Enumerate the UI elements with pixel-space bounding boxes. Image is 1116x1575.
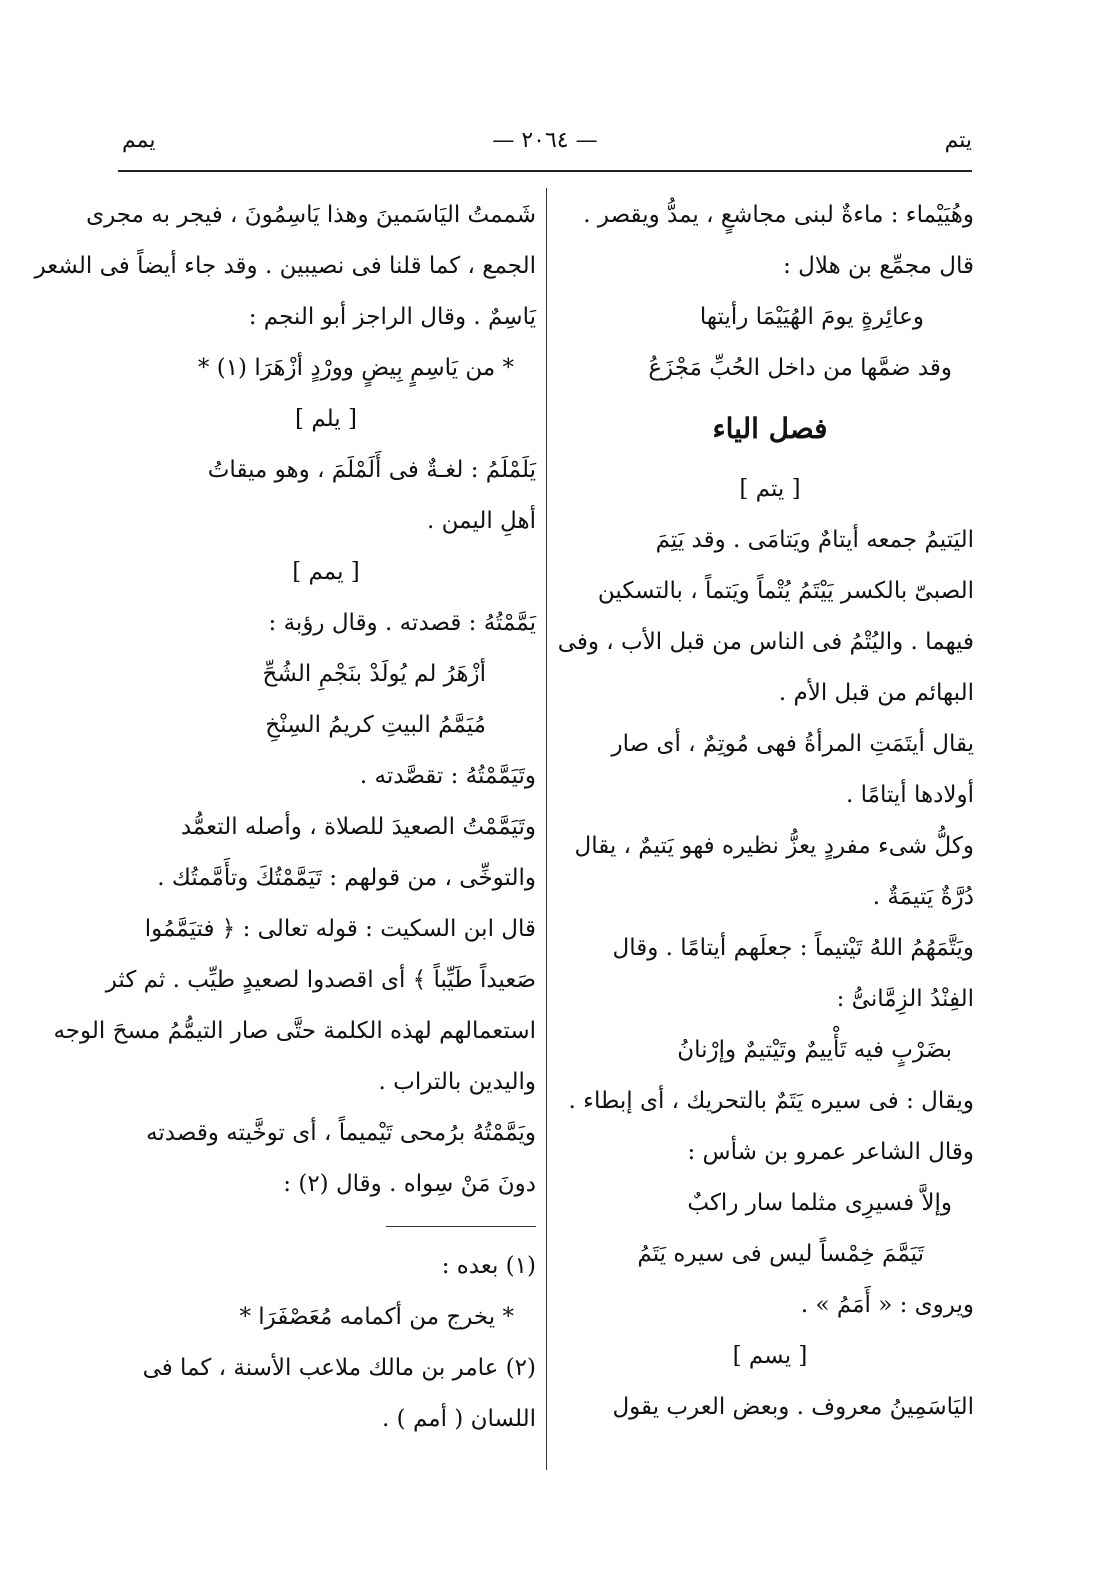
text-line: يقال أيتَمَتِ المرأةُ فهى مُوتِمٌ ، أى صار	[611, 731, 974, 757]
text-line: يَلَمْلَمُ : لغـةٌ فى أَلَمْلَمَ ، وهو ميقاتُ	[207, 457, 536, 483]
verse-line: وإلاَّ فسيرِى مثلما سار راكبٌ	[687, 1190, 952, 1216]
text-line: ويقال : فى سيره يَتَمٌ بالتحريك ، أى إبطاء .	[568, 1088, 974, 1114]
entry-heading-ymm: [ يمم ]	[292, 559, 360, 585]
verse-line: تَيَمَّمَ خِمْساً ليس فى سيره يَتَمُ	[637, 1241, 924, 1267]
header-root-word-left: يمم	[122, 128, 156, 153]
text-line: وهُيَيْماء : ماءةٌ لبنى مجاشعٍ ، يمدُّ ويقصر .	[583, 202, 974, 228]
verse-line: * من يَاسِمٍ بِيضٍ وورْدٍ أزْهَرَا (١) *	[197, 355, 514, 381]
text-line: أهلِ اليمن .	[426, 508, 536, 534]
footnotes	[116, 1241, 536, 1445]
verse-line: وقد ضمَّها من داخل الحُبِّ مَجْزَعُ	[648, 355, 952, 381]
text-line: قال مجمِّع بن هلال :	[783, 253, 974, 279]
verse-line: أزْهَرُ لم يُولَدْ بنَجْمِ الشُحِّ	[262, 661, 486, 687]
text-line: ويَتَّمَهُمُ اللهُ تَيْتيماً : جعلَهم أيتامًا . وقال	[612, 935, 974, 961]
column-divider	[546, 188, 547, 1470]
page-number: — ٢٠٦٤ —	[492, 128, 598, 153]
text-line: يَاسِمٌ . وقال الراجز أبو النجم :	[248, 304, 536, 330]
text-line: الصبىّ بالكسر يَيْتَمُ يُتْماً ويَتماً ، بالتسكين	[597, 578, 974, 604]
entry-heading-ysm: [ يسم ]	[732, 1343, 808, 1369]
text-line: اليَاسَمِينُ معروف . وبعض العرب يقول	[612, 1394, 974, 1420]
text-line: اليَتيمُ جمعه أيتامٌ ويَتامَى . وقد يَتِمَ	[655, 527, 974, 553]
right-column	[557, 190, 974, 1433]
text-line: فيهما . واليُتْمُ فى الناس من قبل الأب ، وفى	[557, 629, 974, 655]
footnote-line: (١) بعده :	[441, 1253, 536, 1279]
page-header	[118, 128, 972, 162]
text-line: أولادها أيتامًا .	[846, 782, 974, 808]
text-line: صَعيداً طَيِّباً ﴾ أى اقصدوا لصعيدٍ طيِّب . ثم كثر	[105, 967, 536, 993]
text-line: دونَ مَنْ سِواه . وقال (٢) :	[283, 1171, 536, 1197]
text-line: البهائم من قبل الأم .	[778, 680, 974, 706]
text-line: والتوخِّى ، من قولهم : تَيَمَّمْتُكَ وتأَمَّمتُك .	[157, 865, 536, 891]
text-line: وكلُّ شىء مفردٍ يعزُّ نظيره فهو يَتيمٌ ، يقال	[574, 833, 974, 859]
header-root-word-right: يتم	[944, 128, 972, 153]
entry-heading-ytm: [ يتم ]	[739, 476, 801, 502]
footnote-verse: * يخرج من أكمامه مُعَصْفَرَا *	[239, 1304, 514, 1330]
text-line: واليدين بالتراب .	[378, 1069, 536, 1095]
text-line: الفِنْدُ الزِمَّانىُّ :	[836, 986, 974, 1012]
verse-line: وعائِرةٍ يومَ الهُيَيْمَا رأيتها	[699, 304, 924, 330]
footnote-line: اللسان ( أمم ) .	[382, 1406, 536, 1432]
left-column	[34, 190, 536, 1445]
verse-line: مُيَمَّمُ البيتِ كريمُ السِنْخِ	[265, 712, 486, 738]
text-line: دُرَّةٌ يَتيمَةٌ .	[872, 884, 974, 910]
footnote-line: (٢) عامر بن مالك ملاعب الأسنة ، كما فى	[142, 1355, 536, 1381]
text-line: يَمَّمْتُهُ : قصدته . وقال رؤبة :	[268, 610, 536, 636]
text-line: استعمالهم لهذه الكلمة حتَّى صار التيمُّمُ مسحَ الوجه	[53, 1018, 536, 1044]
text-line: ويَمَّمْتُهُ برُمحى تَيْميماً ، أى توخَّيته وقصدته	[146, 1120, 536, 1146]
entry-heading-ylm: [ يلم ]	[295, 406, 357, 432]
text-line: شَممتُ اليَاسَمينَ وهذا يَاسِمُونَ ، فيجر به مجرى	[86, 202, 536, 228]
verse-line: بضَرْبٍ فيه تَأْييمٌ وتَيْتيمٌ وإرْنانُ	[677, 1037, 952, 1063]
footnote-rule	[386, 1226, 536, 1227]
text-line: الجمع ، كما قلنا فى نصيبين . وقد جاء أيضاً فى الشعر	[34, 253, 536, 279]
text-line: ويروى : « أَمَمُ » .	[800, 1292, 974, 1318]
text-line: وتَيَمَّمْتُهُ : تقصَّدته .	[359, 763, 536, 789]
header-rule	[118, 170, 972, 172]
text-line: وقال الشاعر عمرو بن شأس :	[687, 1139, 974, 1165]
text-line: قال ابن السكيت : قوله تعالى : ﴿ فتيَمَّمُوا	[144, 916, 536, 942]
text-line: وتَيَمَّمْتُ الصعيدَ للصلاة ، وأصله التعمُّد	[180, 814, 536, 840]
section-heading: فصل الياء	[712, 412, 828, 445]
